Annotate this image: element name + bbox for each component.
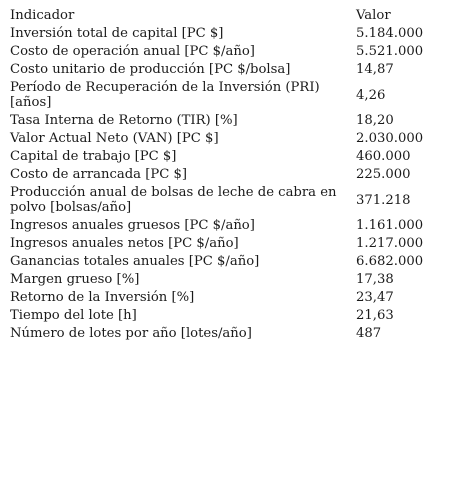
row-indicator: Tasa Interna de Retorno (TIR) [%] bbox=[10, 113, 238, 128]
row-indicator: Costo de operación anual [PC $/año] bbox=[10, 44, 255, 59]
row-value: 487 bbox=[356, 326, 382, 341]
row-value: 6.682.000 bbox=[356, 254, 424, 269]
table-row bbox=[10, 112, 442, 130]
row-indicator: Producción anual de bolsas de leche de cabra en polvo [bolsas/año] bbox=[10, 185, 337, 215]
row-value: 23,47 bbox=[356, 290, 394, 305]
row-value: 2.030.000 bbox=[356, 131, 424, 146]
table-row bbox=[10, 25, 442, 43]
row-value: 1.161.000 bbox=[356, 218, 424, 233]
table-row bbox=[10, 289, 442, 307]
table-row bbox=[10, 148, 442, 166]
row-indicator: Costo unitario de producción [PC $/bolsa] bbox=[10, 62, 291, 77]
row-indicator: Ingresos anuales netos [PC $/año] bbox=[10, 236, 239, 251]
row-value: 21,63 bbox=[356, 308, 394, 323]
table-row bbox=[10, 43, 442, 61]
row-value: 5.184.000 bbox=[356, 26, 424, 41]
table-row bbox=[10, 235, 442, 253]
row-indicator: Valor Actual Neto (VAN) [PC $] bbox=[10, 131, 219, 146]
table-body bbox=[10, 25, 442, 343]
row-indicator: Costo de arrancada [PC $] bbox=[10, 167, 188, 182]
row-value: 225.000 bbox=[356, 167, 411, 182]
table-row bbox=[10, 61, 442, 79]
row-indicator: Retorno de la Inversión [%] bbox=[10, 290, 195, 305]
table-row bbox=[10, 325, 442, 343]
table-row bbox=[10, 253, 442, 271]
row-indicator: Tiempo del lote [h] bbox=[10, 308, 137, 323]
row-indicator: Capital de trabajo [PC $] bbox=[10, 149, 177, 164]
row-value: 371.218 bbox=[356, 192, 411, 208]
table-row bbox=[10, 166, 442, 184]
row-indicator: Ingresos anuales gruesos [PC $/año] bbox=[10, 218, 255, 233]
row-indicator: Inversión total de capital [PC $] bbox=[10, 26, 224, 41]
table-row bbox=[10, 217, 442, 235]
header-row bbox=[10, 7, 442, 25]
row-indicator: Margen grueso [%] bbox=[10, 272, 140, 287]
header-indicator: Indicador bbox=[10, 8, 75, 23]
row-value: 5.521.000 bbox=[356, 44, 424, 59]
row-value: 14,87 bbox=[356, 62, 394, 77]
table-row bbox=[10, 79, 442, 112]
row-value: 1.217.000 bbox=[356, 236, 424, 251]
table-row bbox=[10, 184, 442, 217]
row-indicator: Número de lotes por año [lotes/año] bbox=[10, 326, 252, 341]
table-row bbox=[10, 130, 442, 148]
row-indicator: Período de Recuperación de la Inversión (PRI) [años] bbox=[10, 80, 320, 110]
row-value: 17,38 bbox=[356, 272, 394, 287]
row-value: 18,20 bbox=[356, 113, 394, 128]
indicator-table bbox=[10, 7, 442, 343]
row-value: 4,26 bbox=[356, 87, 386, 103]
header-value: Valor bbox=[356, 8, 391, 23]
row-value: 460.000 bbox=[356, 149, 411, 164]
table-row bbox=[10, 307, 442, 325]
table-row bbox=[10, 271, 442, 289]
row-indicator: Ganancias totales anuales [PC $/año] bbox=[10, 254, 260, 269]
